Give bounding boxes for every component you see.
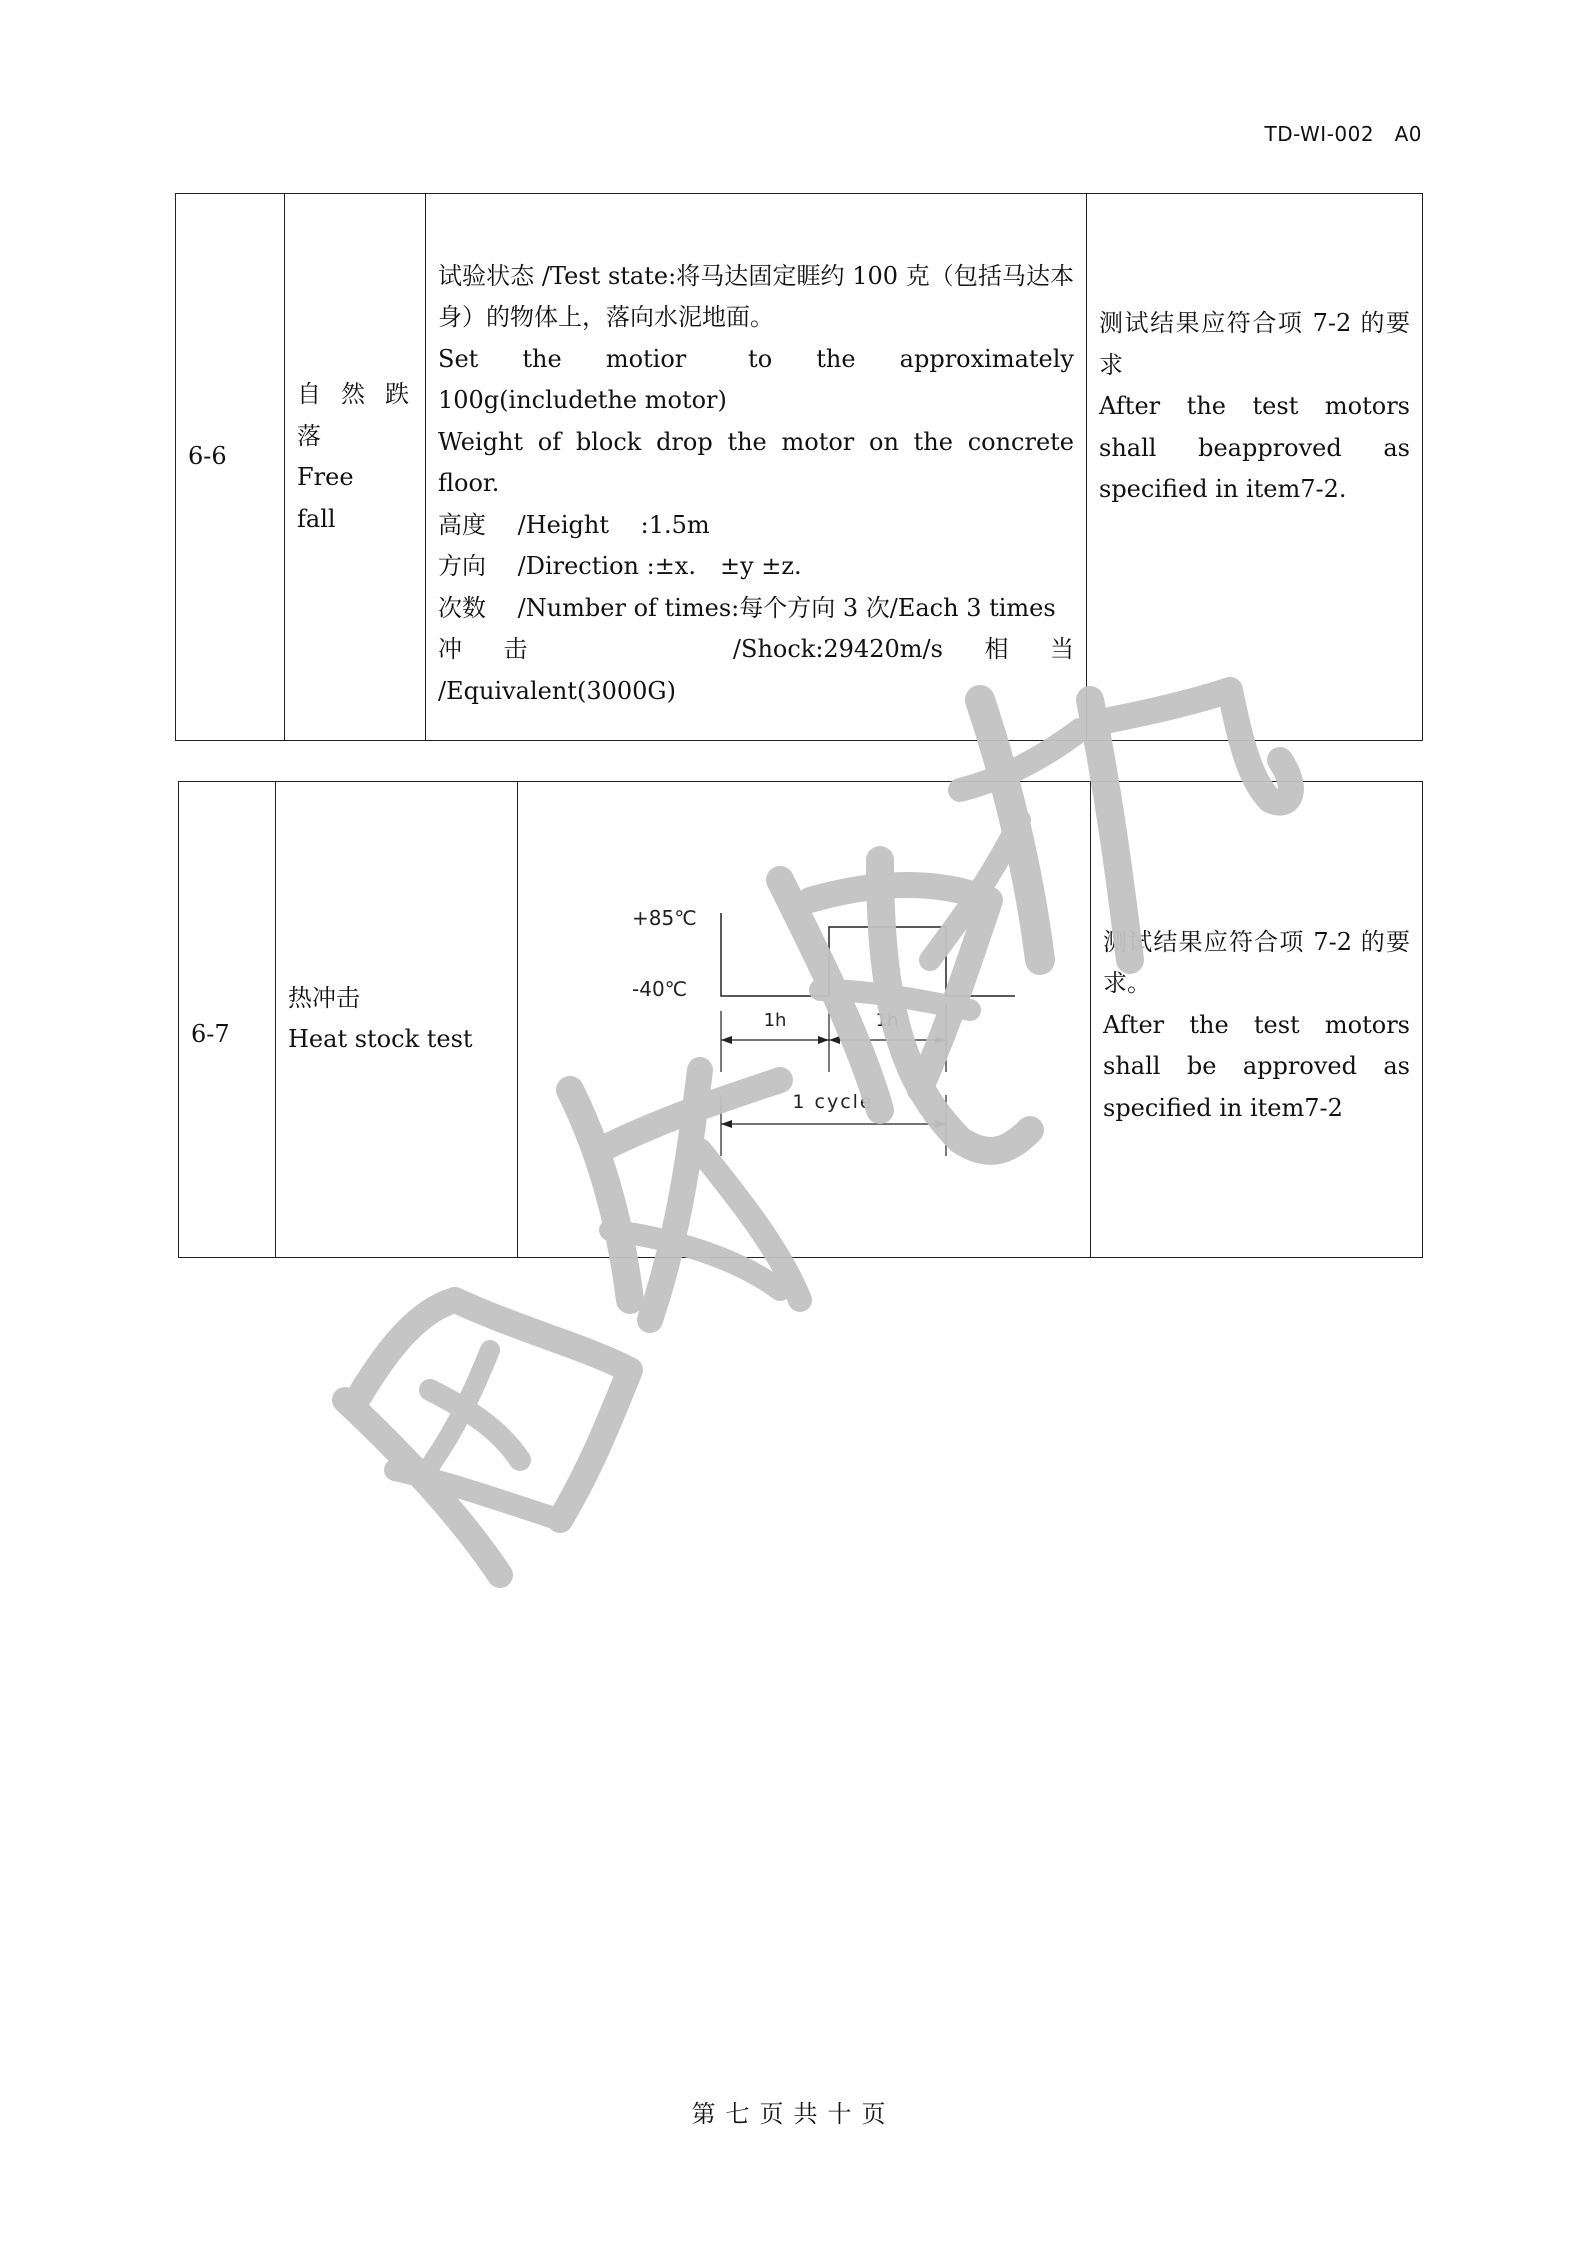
item-name-en: Heat stock test [288, 1025, 473, 1054]
condition-line: Set the motior to the approximately 100g(includethe motor) [438, 344, 1074, 415]
result-cn: 测试结果应符合项 7-2 的要求。 [1103, 927, 1410, 997]
condition-line: 次数 /Number of times:每个方向 3 次/Each 3 times [438, 593, 1056, 622]
test-result [1091, 782, 1423, 1258]
table-row [176, 194, 1423, 741]
segment-1-label: 1h [763, 1010, 787, 1031]
item-number: 6-6 [176, 194, 285, 741]
page-footer: 第七页共十页 [691, 2100, 896, 2128]
condition-line: 冲 击 /Shock:29420m/s 相 当 /Equivalent(3000G) [438, 635, 1074, 705]
item-number: 6-7 [179, 782, 276, 1258]
test-condition [426, 194, 1087, 741]
test-table-free-fall [175, 193, 1423, 741]
high-temp-label: +85℃ [632, 906, 697, 930]
condition-line: 方向 /Direction :±x. ±y ±z. [438, 552, 802, 581]
item-name-en-1: Free [297, 463, 354, 491]
condition-line: 试验状态 /Test state:将马达固定睚约 100 克（包括马达本身）的物体上，落向水泥地面。 [438, 261, 1074, 332]
low-temp-label: -40℃ [632, 977, 688, 1001]
result-cn: 测试结果应符合项 7-2 的要求 [1099, 309, 1410, 379]
test-condition [518, 782, 1091, 1258]
item-name-cn: 自 然 跌 落 [297, 380, 413, 450]
cycle-label: 1 cycle [792, 1091, 874, 1113]
condition-line: 高度 /Height :1.5m [438, 510, 710, 539]
heat-cycle-diagram [518, 782, 1091, 1243]
item-name-cn: 热冲击 [288, 983, 360, 1012]
result-en: After the test motors shall be approved as specified in item7-2 [1103, 1010, 1410, 1122]
table-row [179, 782, 1423, 1258]
item-name [285, 194, 426, 741]
test-table-heat-shock [178, 781, 1423, 1258]
condition-line: Weight of block drop the motor on the concrete floor. [438, 427, 1074, 498]
item-name-en-2: fall [297, 504, 336, 533]
document-id: TD-WI-002 A0 [1264, 122, 1422, 146]
segment-2-label: 1h [875, 1010, 899, 1031]
test-result [1087, 194, 1423, 741]
result-en: After the test motors shall beapproved as specified in item7-2. [1099, 392, 1410, 504]
item-name [276, 782, 518, 1258]
temperature-waveform [721, 913, 1015, 996]
